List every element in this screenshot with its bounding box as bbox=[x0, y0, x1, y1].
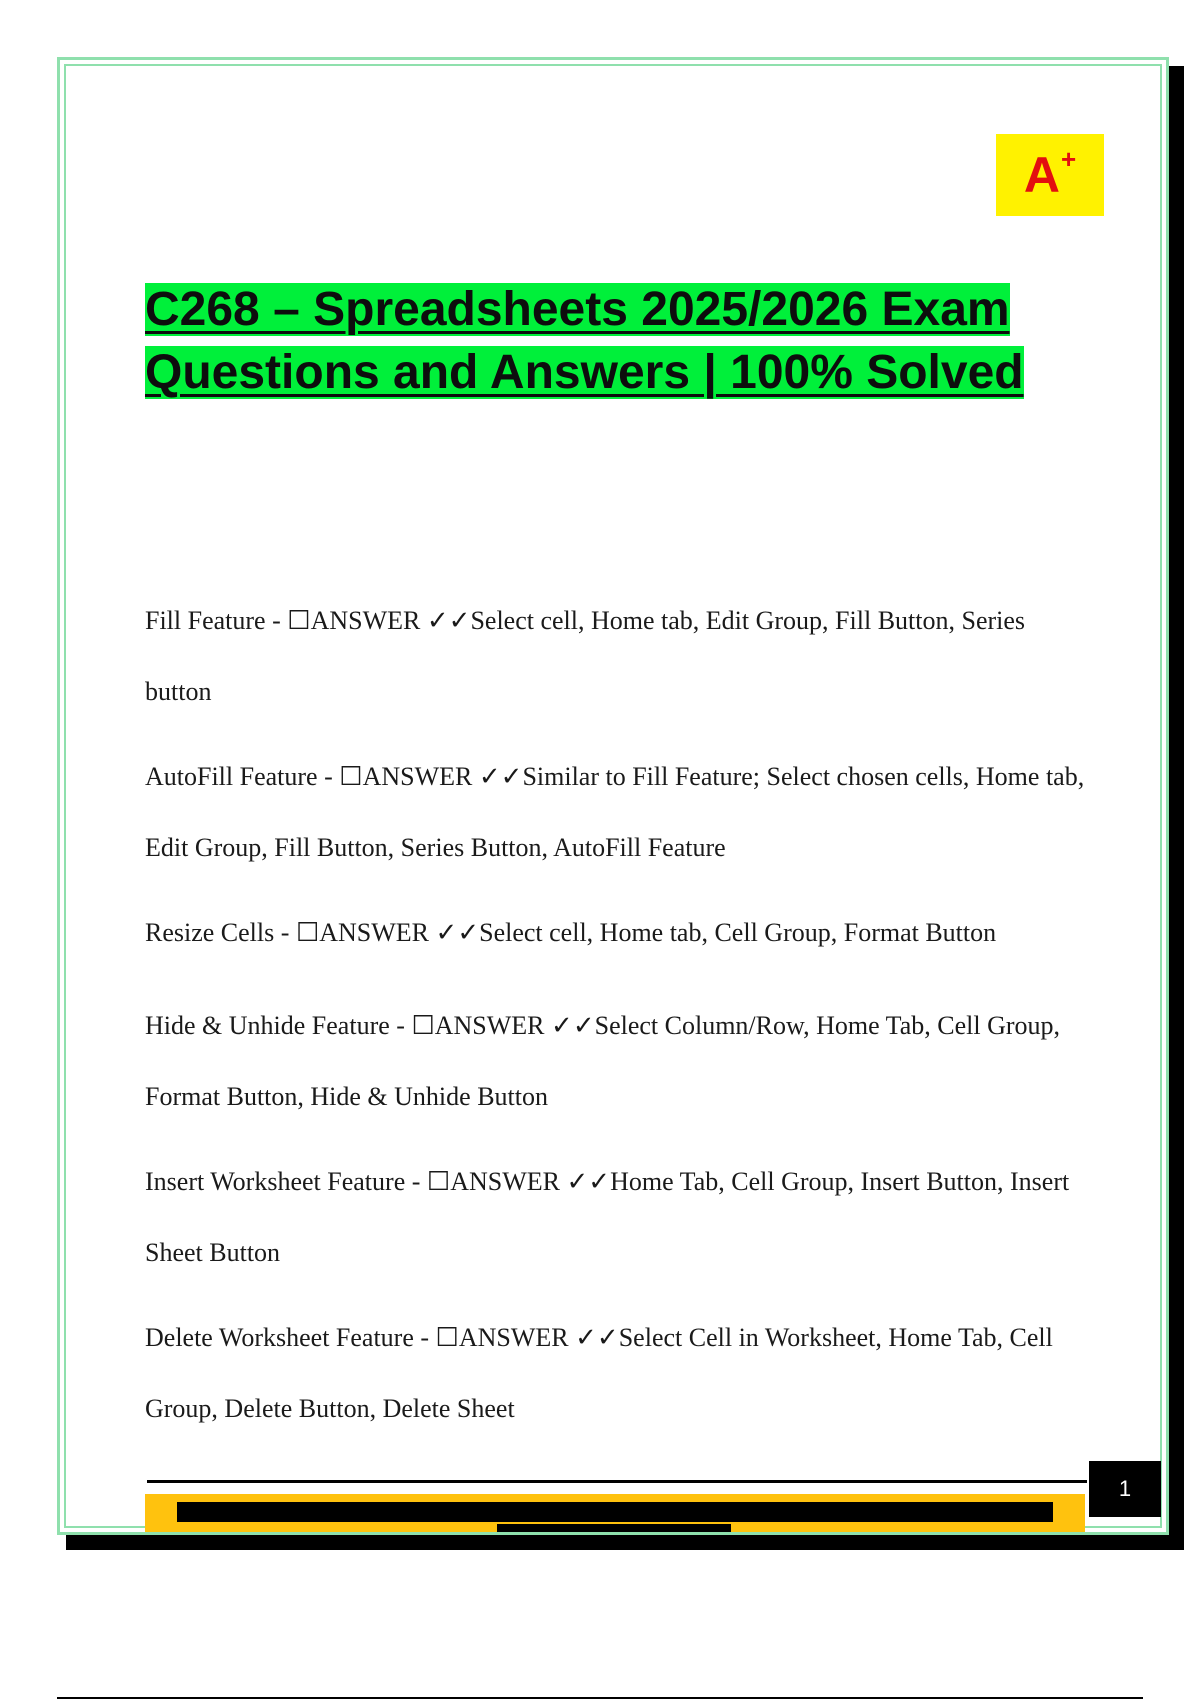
qa-answer: Select Cell in Worksheet, Home Tab, Cell Group, Delete Button, Delete Sheet bbox=[145, 1323, 1053, 1423]
qa-answer: Similar to Fill Feature; Select chosen cells, Home tab, Edit Group, Fill Button, Series Button, AutoFill Feature bbox=[145, 762, 1085, 862]
answer-checkbox-icon: ☐ bbox=[287, 606, 311, 635]
qa-separator: - bbox=[274, 918, 296, 947]
qa-term: AutoFill Feature bbox=[145, 762, 318, 791]
qa-term: Hide & Unhide Feature bbox=[145, 1011, 390, 1040]
answer-checkbox-icon: ☐ bbox=[411, 1011, 435, 1040]
grade-letter: A bbox=[1023, 147, 1060, 203]
double-check-icon: ✓✓ bbox=[575, 1323, 619, 1352]
qa-answer: Select cell, Home tab, Cell Group, Format Button bbox=[479, 918, 997, 947]
qa-separator: - bbox=[389, 1011, 412, 1040]
document-title bbox=[145, 278, 1045, 404]
bottom-rule bbox=[57, 1697, 1143, 1699]
qa-separator: - bbox=[413, 1323, 436, 1352]
answer-label: ANSWER bbox=[310, 606, 421, 635]
qa-term: Fill Feature bbox=[145, 606, 266, 635]
document-title-line-2: Questions and Answers | 100% Solved bbox=[145, 346, 1024, 399]
double-check-icon: ✓✓ bbox=[426, 606, 471, 635]
answer-checkbox-icon: ☐ bbox=[426, 1167, 451, 1196]
qa-list bbox=[145, 585, 1095, 1458]
qa-term: Delete Worksheet Feature bbox=[145, 1323, 414, 1352]
footer-band bbox=[145, 1494, 1085, 1532]
grade-plus: + bbox=[1060, 144, 1077, 174]
answer-label: ANSWER bbox=[362, 762, 473, 791]
qa-item bbox=[145, 1146, 1095, 1288]
answer-checkbox-icon: ☐ bbox=[435, 1323, 459, 1352]
qa-term: Resize Cells bbox=[145, 918, 275, 947]
qa-item bbox=[145, 741, 1095, 883]
double-check-icon: ✓✓ bbox=[435, 918, 480, 947]
qa-separator: - bbox=[265, 606, 288, 635]
footer-band-bar bbox=[177, 1502, 1053, 1522]
qa-separator: - bbox=[405, 1167, 427, 1196]
answer-checkbox-icon: ☐ bbox=[339, 762, 363, 791]
qa-answer: Select cell, Home tab, Edit Group, Fill Button, Series button bbox=[145, 606, 1026, 706]
footer-rule bbox=[147, 1480, 1087, 1483]
qa-term: Insert Worksheet Feature bbox=[145, 1167, 406, 1196]
double-check-icon: ✓✓ bbox=[551, 1011, 595, 1040]
answer-label: ANSWER bbox=[319, 918, 430, 947]
qa-item bbox=[145, 990, 1095, 1132]
qa-item bbox=[145, 585, 1095, 727]
qa-item bbox=[145, 897, 1095, 968]
double-check-icon: ✓✓ bbox=[566, 1167, 611, 1196]
answer-label: ANSWER bbox=[434, 1011, 545, 1040]
double-check-icon: ✓✓ bbox=[478, 762, 523, 791]
grade-badge bbox=[996, 134, 1104, 216]
answer-label: ANSWER bbox=[450, 1167, 560, 1196]
footer-band-sub-bar bbox=[497, 1524, 731, 1532]
qa-answer: Select Column/Row, Home Tab, Cell Group, Format Button, Hide & Unhide Button bbox=[145, 1011, 1061, 1111]
answer-checkbox-icon: ☐ bbox=[295, 918, 320, 947]
answer-label: ANSWER bbox=[458, 1323, 569, 1352]
qa-item bbox=[145, 1302, 1095, 1444]
page-number: 1 bbox=[1089, 1461, 1161, 1517]
document-title-line-1: C268 – Spreadsheets 2025/2026 Exam bbox=[145, 283, 1010, 336]
qa-separator: - bbox=[317, 762, 340, 791]
qa-answer: Home Tab, Cell Group, Insert Button, Insert Sheet Button bbox=[145, 1167, 1070, 1267]
